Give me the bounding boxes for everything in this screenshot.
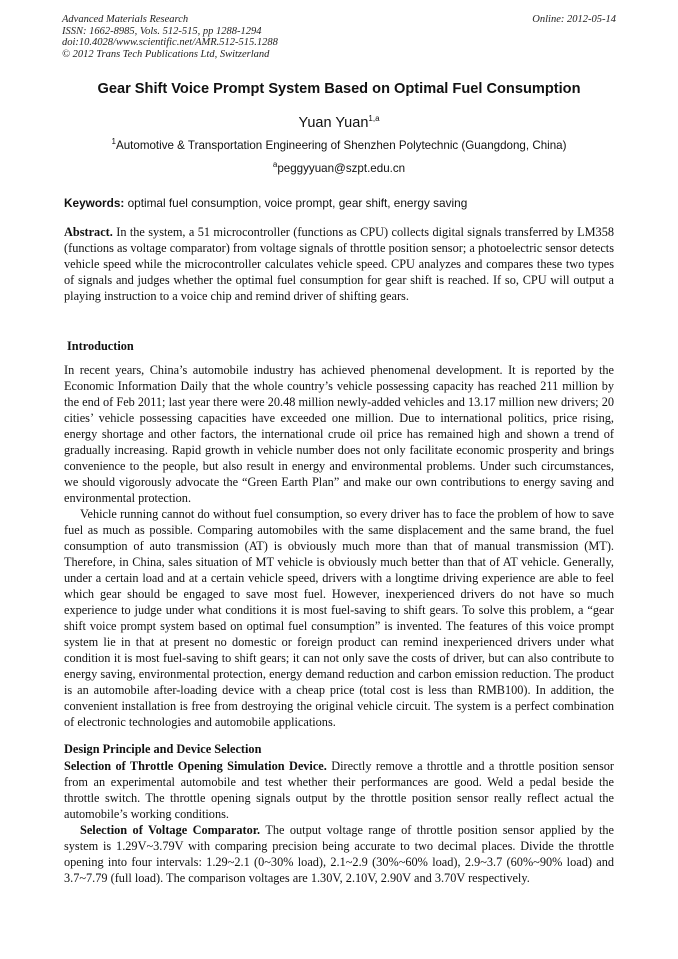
design-text-1: Directly remove a throttle and a throttle position sensor from an experimental automobile and test whether their performances are good. Weld a pedal beside the throttle switch. The throttle opening signals output by the throttle position sensor really reflect actual the automobile’s working conditions.: [64, 759, 614, 821]
design-paragraph-2: [64, 822, 614, 886]
journal-name: Advanced Materials Research: [62, 14, 189, 25]
introduction-paragraph-2: Vehicle running cannot do without fuel consumption, so every driver has to face the problem of how to save fuel as much as possible. Comparing automobiles with the same displacement and the same brand, the fuel consumption of auto transmission (AT) is obviously much more than that of manual transmission (MT). Therefore, in China, sales situation of MT vehicle is obviously much better than that of AT vehicle. Generally, under a certain load and at a certain vehicle speed, drivers with a longtime driving experience are able to feel which gear should be engaged to save most fuel. However, inexperienced drivers do not have so much experience to judge under what conditions it is most fuel-saving to shift gears. To solve this problem, a “gear shift voice prompt system based on optimal fuel consumption” is invented. The features of this voice prompt system lie in that at present no domestic or foreign product can remind inexperienced drivers under what condition it is most fuel-saving to shift gears; it can not only save the costs of driver, but can also contribute to energy saving, environmental protection, energy demand reduction and carbon emission reduction. The product is an automobile after-loading device with a cheap price (total cost is less than RMB100). In addition, the convenient installation is free from destroying the original vehicle circuit. The system is a perfect combination of electronic technologies and automobile applications.: [64, 507, 614, 729]
design-heading: Design Principle and Device Selection: [64, 742, 262, 756]
email-superscript: a: [272, 160, 278, 170]
author-name: Yuan Yuan: [298, 115, 369, 131]
design-text-2: The output voltage range of throttle position sensor applied by the system is 1.29V~3.79V with comparing precision being accurate to two decimal places. Divide the throttle opening into four intervals: 1.29~2.1 (0~30% load), 2.1~2.9 (30%~60% load), 2.9~3.7 (60%~90% load) and 3.7~7.79 (full load). The comparison voltages are 1.30V, 2.10V, 2.90V and 3.70V respectively.: [64, 823, 614, 885]
keywords-line: [64, 196, 616, 210]
keywords-label: Keywords:: [64, 196, 125, 210]
affiliation-text: Automotive & Transportation Engineering of Shenzhen Polytechnic (Guangdong, China): [115, 139, 567, 152]
issn-line: ISSN: 1662-8985, Vols. 512-515, pp 1288-1294: [62, 25, 262, 37]
author-line: [0, 115, 678, 131]
author-superscript: 1,a: [368, 114, 380, 124]
design-subheading-2: Selection of Voltage Comparator.: [80, 823, 261, 837]
design-paragraph-1: [64, 758, 614, 822]
journal-header: [62, 14, 616, 60]
introduction-heading: Introduction: [67, 339, 134, 353]
email-address[interactable]: peggyyuan@szpt.edu.cn: [277, 162, 406, 175]
email-line: [0, 162, 678, 175]
abstract-text: In the system, a 51 microcontroller (functions as CPU) collects digital signals transferred by LM358 (functions as voltage comparator) from voltage signals of throttle position sensor; a photoelectric sensor detects vehicle speed while the microcontroller calculates vehicle speed. CPU analyzes and compares these two types of signals and judges whether the optimal fuel consumption for gear shift is reached. If so, CPU will output a playing instruction to a voice chip and remind driver of shifting gears.: [64, 225, 614, 303]
abstract-paragraph: [64, 224, 614, 304]
introduction-section: [64, 362, 614, 730]
keywords-text: optimal fuel consumption, voice prompt, gear shift, energy saving: [124, 196, 468, 210]
affiliation-superscript: 1: [111, 137, 116, 147]
abstract-label: Abstract.: [64, 225, 113, 239]
doi-line: doi:10.4028/www.scientific.net/AMR.512-515.1288: [62, 37, 278, 48]
copyright-line: © 2012 Trans Tech Publications Ltd, Switzerland: [62, 48, 270, 60]
design-subheading-1: Selection of Throttle Opening Simulation Device.: [64, 759, 327, 773]
introduction-paragraph-1: In recent years, China’s automobile industry has achieved phenomenal development. It is reported by the Economic Information Daily that the whole country’s vehicle possessing capacity has reached 211 million by the end of Feb 2011; last year there were 20.48 million newly-added vehicles and 13.17 million new drivers; 20 cities’ vehicle possessing capacities have exceeded one million. Due to international politics, price rising, energy shortage and other factors, the international crude oil price has remained high and shown a trend of gradually increasing. Rapid growth in vehicle number does not only facilitate economic prosperity and brings convenience to the people, but also result in energy and environmental problems. Under such circumstances, we should vigorously advocate the “Green Earth Plan” and make our own contributions to energy saving and environmental protection.: [64, 363, 614, 505]
design-section: [64, 758, 614, 886]
paper-title: Gear Shift Voice Prompt System Based on Optimal Fuel Consumption: [97, 81, 581, 97]
online-date: Online: 2012-05-14: [532, 14, 616, 25]
affiliation-line: [20, 139, 658, 152]
